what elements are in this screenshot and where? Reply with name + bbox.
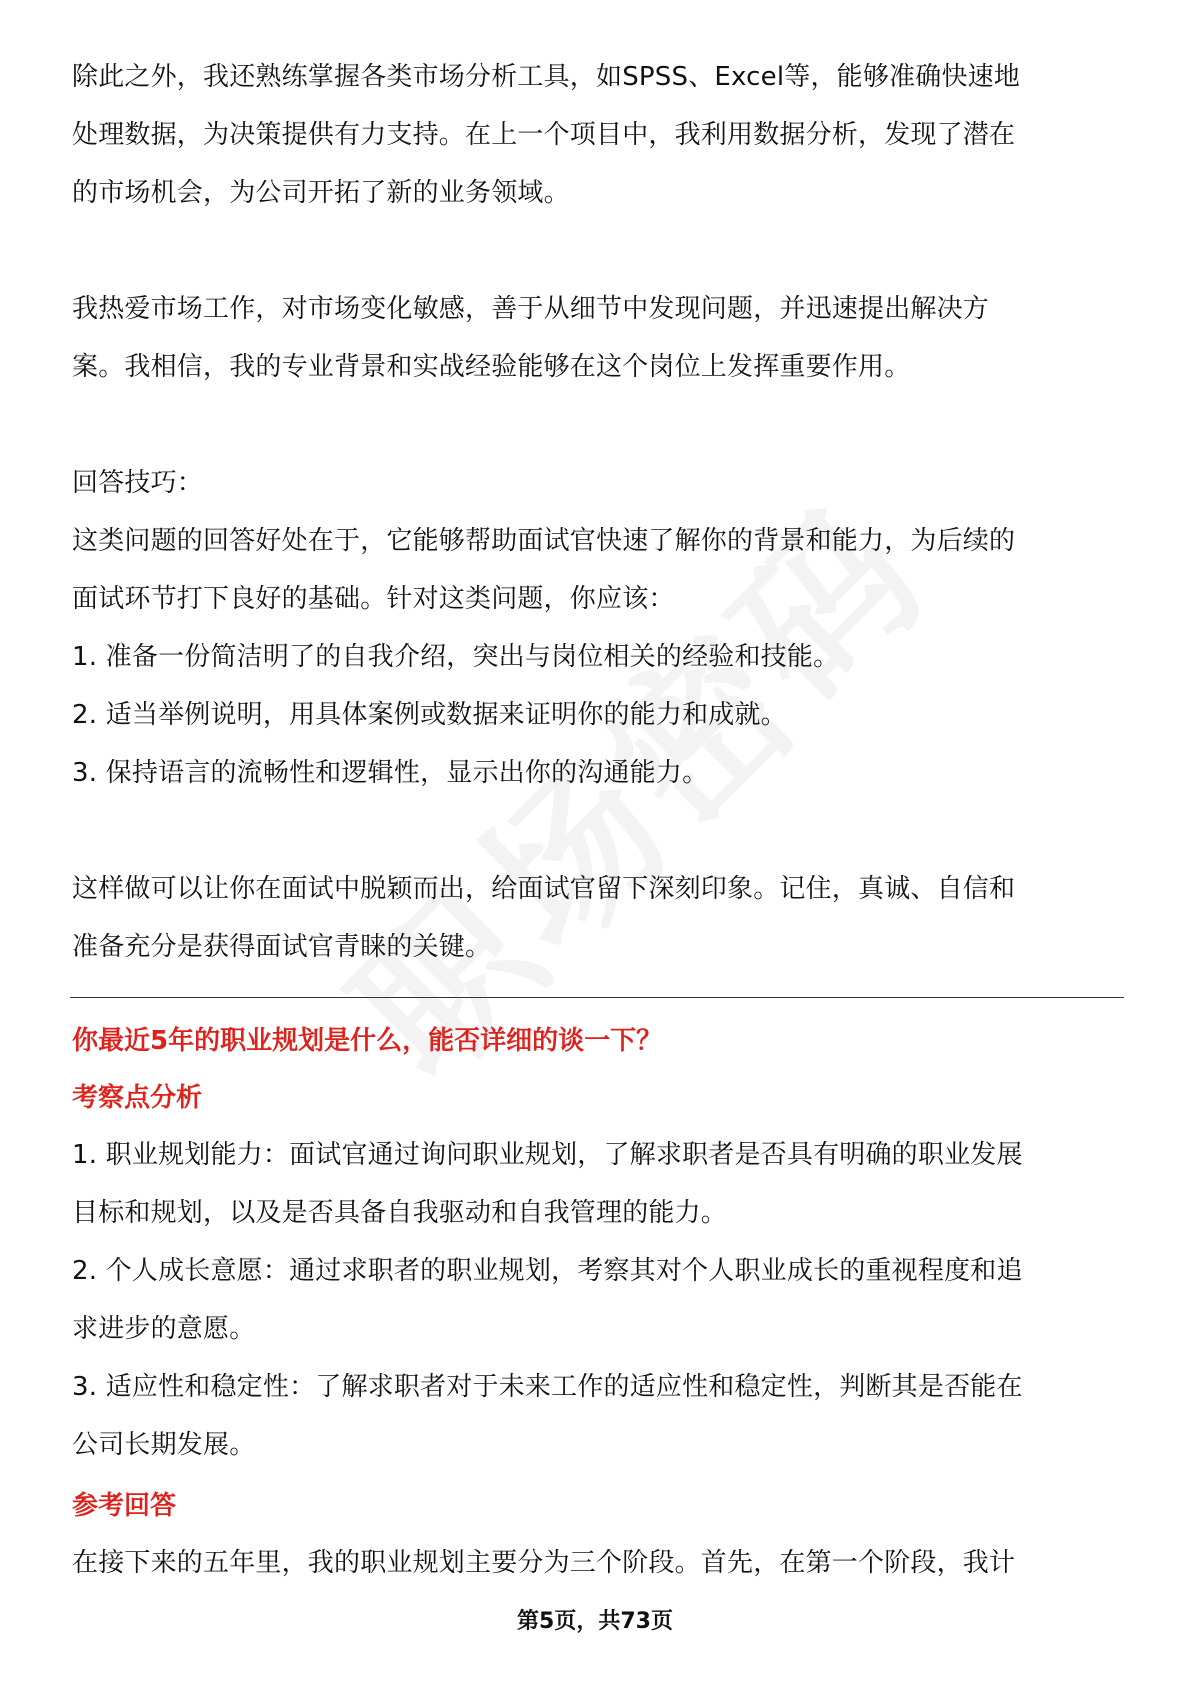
analysis-line: 3. 适应性和稳定性：了解求职者对于未来工作的适应性和稳定性，判断其是否能在: [72, 1372, 1023, 1402]
reference-body: [72, 1534, 1122, 1592]
answer-tips: [72, 454, 1122, 802]
paragraph-line: 案。我相信，我的专业背景和实战经验能够在这个岗位上发挥重要作用。: [72, 352, 911, 382]
spacer: [72, 222, 1122, 280]
spacer: [72, 396, 1122, 454]
section-divider: [70, 997, 1124, 998]
analysis-heading: 考察点分析: [72, 1083, 203, 1113]
paragraph: [72, 280, 1122, 396]
reference-line: 在接下来的五年里，我的职业规划主要分为三个阶段。首先，在第一个阶段，我计: [72, 1548, 1016, 1578]
analysis-line: 求进步的意愿。: [72, 1314, 256, 1344]
page-content: [72, 48, 1122, 1592]
tips-item: 3. 保持语言的流畅性和逻辑性，显示出你的沟通能力。: [72, 758, 709, 788]
tips-intro-line: 这类问题的回答好处在于，它能够帮助面试官快速了解你的背景和能力，为后续的: [72, 526, 1016, 556]
tips-intro-line: 面试环节打下良好的基础。针对这类问题，你应该：: [72, 584, 675, 614]
paragraph-line: 这样做可以让你在面试中脱颖而出，给面试官留下深刻印象。记住，真诚、自信和: [72, 874, 1016, 904]
analysis-line: 1. 职业规划能力：面试官通过询问职业规划，了解求职者是否具有明确的职业发展: [72, 1140, 1023, 1170]
paragraph-line: 的市场机会，为公司开拓了新的业务领域。: [72, 178, 570, 208]
question-title: 你最近5年的职业规划是什么，能否详细的谈一下？: [72, 1026, 663, 1056]
closing-paragraph: [72, 860, 1122, 976]
analysis-body: [72, 1126, 1122, 1474]
page-number: 第5页，共73页: [517, 1609, 673, 1634]
paragraph-line: 除此之外，我还熟练掌握各类市场分析工具，如SPSS、Excel等，能够准确快速地: [72, 62, 1021, 92]
tips-item: 2. 适当举例说明，用具体案例或数据来证明你的能力和成就。: [72, 700, 787, 730]
tips-item: 1. 准备一份简洁明了的自我介绍，突出与岗位相关的经验和技能。: [72, 642, 840, 672]
analysis-line: 2. 个人成长意愿：通过求职者的职业规划，考察其对个人职业成长的重视程度和追: [72, 1256, 1023, 1286]
analysis-line: 公司长期发展。: [72, 1430, 256, 1460]
paragraph-line: 我热爱市场工作，对市场变化敏感，善于从细节中发现问题，并迅速提出解决方: [72, 294, 990, 324]
analysis-line: 目标和规划，以及是否具备自我驱动和自我管理的能力。: [72, 1198, 728, 1228]
paragraph-line: 处理数据，为决策提供有力支持。在上一个项目中，我利用数据分析，发现了潜在: [72, 120, 1016, 150]
paragraph: [72, 48, 1122, 222]
reference-heading: 参考回答: [72, 1491, 177, 1521]
tips-heading: 回答技巧：: [72, 468, 204, 498]
paragraph-line: 准备充分是获得面试官青睐的关键。: [72, 932, 492, 962]
spacer: [72, 802, 1122, 860]
